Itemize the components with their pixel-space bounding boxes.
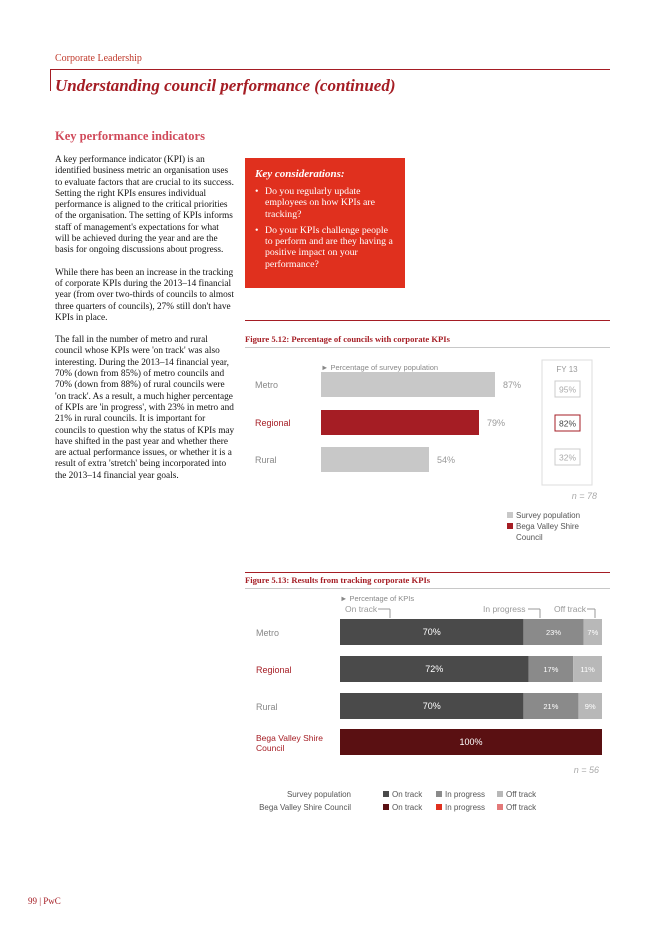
segment-value-label: 7% xyxy=(587,628,599,637)
segment-value-label: 23% xyxy=(546,628,562,637)
legend-swatch-council xyxy=(436,804,442,810)
bar-value-label: 54% xyxy=(437,455,456,465)
legend-swatch-survey xyxy=(507,512,513,518)
body-paragraph-1: A key performance indicator (KPI) is an identified business metric an organisation uses to evaluate factors that are crucial to its success. Setting the right KPIs ensures individual performance is aligned to the critical priorities of the organisation. The setting of KPIs informs staff of management's expectations for what will be achieved during the year and are the basis for ongoing discussions about progress. xyxy=(55,155,234,256)
key-consideration-item xyxy=(255,186,395,220)
category-label: Metro xyxy=(255,380,279,390)
body-paragraph-3: The fall in the number of metro and rural council whose KPIs were 'on track' was also interesting. During the 2013–14 financial year, 70% (down from 85%) of metro councils and 70% (down from 88%) of rural councils were 'on track'. As a result, a much higher percentage of KPIs are 'in progress', with 23% in metro and 21% in rural councils. It is important for councils to question why the status of KPIs may have shifted in the past year and whether there are actual performance issues, or whether it is a result of extra 'stretch' being incorporated into the 2013–14 financial year goals. xyxy=(55,335,235,481)
key-consideration-text: Do your KPIs challenge people to perform and are they having a positive impact on your performance? xyxy=(265,224,393,270)
body-text xyxy=(55,155,235,493)
fy13-value: 82% xyxy=(558,418,577,429)
category-label-cont: Council xyxy=(256,743,285,753)
header-rule-tick xyxy=(50,69,51,91)
legend-label: In progress xyxy=(445,803,486,812)
figure-rule-thin xyxy=(245,347,610,348)
legend-swatch-council xyxy=(507,523,513,529)
key-considerations-box xyxy=(245,158,405,288)
segment-header: On track xyxy=(345,604,378,614)
legend-row-label: Bega Valley Shire Council xyxy=(259,803,351,812)
section-subheading: Key performance indicators xyxy=(55,129,205,143)
legend-label: In progress xyxy=(445,790,486,799)
legend-swatch-council xyxy=(383,804,389,810)
legend-swatch-survey xyxy=(383,791,389,797)
segment-value-label: 100% xyxy=(459,737,483,747)
legend-row-label: Survey population xyxy=(286,790,351,799)
legend-label: Survey population xyxy=(516,511,581,520)
chart-axis-note: ► Percentage of survey population xyxy=(321,363,439,372)
sample-size: n = 56 xyxy=(573,765,599,775)
fy13-label: FY 13 xyxy=(556,365,578,374)
bar-value-label: 87% xyxy=(503,380,522,390)
legend-swatch-survey xyxy=(436,791,442,797)
category-label: Rural xyxy=(255,455,277,465)
section-label: Corporate Leadership xyxy=(55,53,142,64)
bullet-icon: • xyxy=(255,224,259,236)
figure-5-13-title: Figure 5.13: Results from tracking corporate KPIs xyxy=(245,575,431,585)
legend-label: On track xyxy=(392,803,423,812)
legend-label: Off track xyxy=(506,790,537,799)
survey-bar xyxy=(321,447,429,472)
legend-label: Off track xyxy=(506,803,537,812)
segment-value-label: 11% xyxy=(580,665,595,674)
legend-label-cont: Council xyxy=(516,533,543,542)
fy13-value: 95% xyxy=(558,384,577,395)
key-consideration-text: Do you regularly update employees on how KPIs are tracking? xyxy=(265,186,375,220)
figure-5-13-chart xyxy=(245,590,615,820)
key-considerations-title: Key considerations: xyxy=(255,168,345,180)
legend-label: On track xyxy=(392,790,423,799)
category-label: Regional xyxy=(256,665,292,675)
council-bar xyxy=(321,410,479,435)
category-label: Metro xyxy=(256,628,280,638)
segment-value-label: 70% xyxy=(422,627,441,637)
bar-value-label: 79% xyxy=(487,418,506,428)
segment-value-label: 9% xyxy=(584,702,596,711)
category-label: Rural xyxy=(256,702,278,712)
segment-value-label: 17% xyxy=(543,665,559,674)
legend-swatch-council xyxy=(497,804,503,810)
segment-header: In progress xyxy=(483,604,526,614)
segment-header: Off track xyxy=(554,604,586,614)
figure-5-12-title: Figure 5.12: Percentage of councils with corporate KPIs xyxy=(245,334,450,344)
page-footer: 99 | PwC xyxy=(28,896,61,906)
category-label: Bega Valley Shire xyxy=(256,733,323,743)
key-consideration-item xyxy=(255,225,395,270)
page-title: Understanding council performance (continued) xyxy=(55,76,396,95)
figure-rule-thin xyxy=(245,588,610,589)
bullet-icon: • xyxy=(255,186,259,197)
segment-value-label: 70% xyxy=(422,701,441,711)
chart-axis-note: ► Percentage of KPIs xyxy=(340,594,415,603)
figure-rule xyxy=(245,572,610,573)
segment-value-label: 72% xyxy=(425,664,444,674)
fy13-value: 32% xyxy=(558,452,577,463)
segment-value-label: 21% xyxy=(543,702,559,711)
figure-5-12-chart xyxy=(245,350,615,550)
category-label: Regional xyxy=(255,418,291,428)
body-paragraph-2: While there has been an increase in the tracking of corporate KPIs during the 2013–14 financial year (from over two-thirds of councils to almost three quarters of councils), 27% still don't have KPIs in place. xyxy=(55,267,234,323)
figure-rule xyxy=(245,320,610,321)
legend-label: Bega Valley Shire xyxy=(516,522,579,531)
survey-bar xyxy=(321,372,495,397)
sample-size: n = 78 xyxy=(571,491,597,501)
legend-swatch-survey xyxy=(497,791,503,797)
header-rule xyxy=(50,69,610,70)
